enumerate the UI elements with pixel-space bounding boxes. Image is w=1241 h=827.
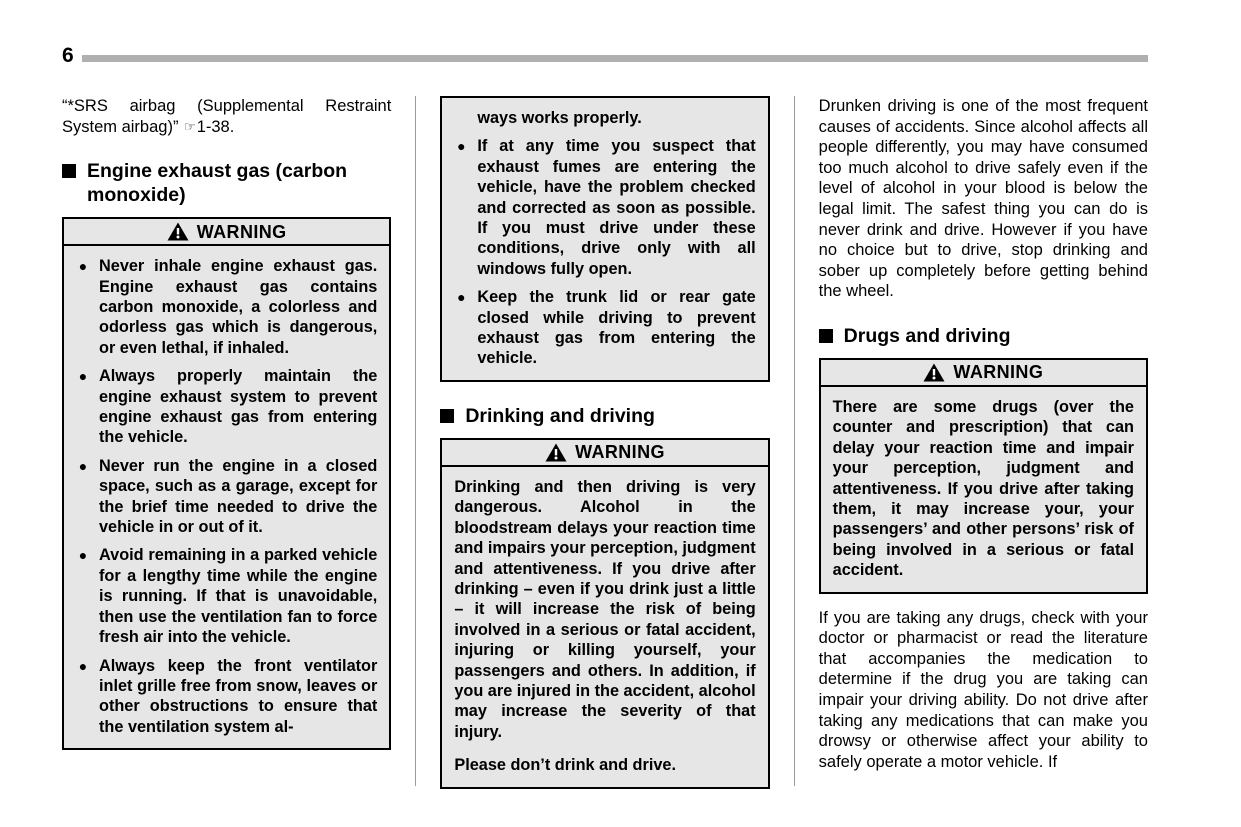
column-3 bbox=[819, 96, 1148, 772]
list-item-text: Always properly maintain the engine exhaust system to prevent engine exhaust gas from entering the vehicle. bbox=[99, 367, 378, 447]
list-item-text: Never run the engine in a closed space, such as a garage, except for the brief time needed to drive the vehicle in or out of it. bbox=[99, 456, 378, 537]
list-item-text: If at any time you suspect that exhaust fumes are entering the vehicle, have the problem checked and corrected as soon as possible. If you must drive under these conditions, drive only with all windows fully open. bbox=[477, 137, 756, 278]
square-bullet-icon bbox=[440, 409, 454, 423]
warning-body-exhaust-continued bbox=[440, 96, 769, 382]
warning-paragraph: Please don’t drink and drive. bbox=[454, 756, 676, 775]
heading-engine-exhaust-gas-label: Engine exhaust gas (carbon monoxide) bbox=[87, 160, 348, 207]
bullet-icon: ● bbox=[78, 368, 88, 385]
square-bullet-icon bbox=[819, 329, 833, 343]
column-divider-2 bbox=[794, 96, 795, 786]
square-bullet-icon bbox=[62, 164, 76, 178]
reference-hand-icon: ☞ bbox=[184, 118, 196, 134]
bullet-icon: ● bbox=[78, 457, 88, 474]
heading-drugs-and-driving bbox=[819, 324, 1148, 348]
bullet-icon: ● bbox=[457, 138, 466, 155]
list-item bbox=[454, 287, 755, 369]
warning-triangle-icon bbox=[923, 363, 945, 382]
list-item bbox=[454, 136, 755, 279]
list-item bbox=[76, 545, 377, 647]
list-item bbox=[76, 366, 377, 448]
warning-paragraph: There are some drugs (over the counter and prescription) that can delay your reaction time and impair your perception, judgment and attentiveness. If you drive after taking them, it may increase your, your passengers’ and other persons’ risk of being involved in a serious or fatal accident. bbox=[832, 397, 1134, 580]
warning-header-drinking bbox=[440, 438, 769, 467]
warning-body-drinking bbox=[440, 467, 769, 789]
heading-drinking-and-driving-label: Drinking and driving bbox=[465, 404, 655, 427]
heading-engine-exhaust-gas bbox=[62, 159, 391, 207]
column-2 bbox=[440, 96, 769, 789]
warning-body-drugs bbox=[819, 387, 1148, 594]
warning-triangle-icon bbox=[167, 222, 189, 241]
spacer bbox=[819, 594, 1148, 608]
list-item bbox=[76, 456, 377, 538]
warning-header-drugs bbox=[819, 358, 1148, 387]
heading-drinking-and-driving bbox=[440, 404, 769, 428]
warning-body-exhaust bbox=[62, 246, 391, 750]
list-item-text: Never inhale engine exhaust gas. Engine exhaust gas contains carbon monoxide, a colorless and odorless gas which is dangerous, or even lethal, if inhaled. bbox=[99, 257, 378, 357]
list-item-text: Always keep the front ventilator inlet grille free from snow, leaves or other obstructions to ensure that the ventilation system al- bbox=[99, 656, 378, 736]
warning-triangle-icon bbox=[545, 443, 567, 462]
srs-airbag-reference-page: 1-38. bbox=[196, 117, 235, 136]
column-divider-1 bbox=[415, 96, 416, 786]
heading-drugs-and-driving-label: Drugs and driving bbox=[843, 324, 1011, 347]
list-item bbox=[76, 656, 377, 738]
list-item bbox=[76, 256, 377, 358]
bullet-icon: ● bbox=[78, 258, 88, 275]
srs-airbag-reference-text: “*SRS airbag (Supplemental Restraint System airbag)” bbox=[62, 97, 392, 136]
warning-label-exhaust: WARNING bbox=[196, 221, 287, 242]
srs-airbag-reference-paragraph bbox=[62, 96, 391, 137]
warning-label-drinking: WARNING bbox=[575, 442, 665, 463]
header-rule bbox=[82, 55, 1148, 62]
warning-list-exhaust bbox=[76, 256, 377, 737]
page-columns bbox=[62, 96, 1148, 786]
column-1 bbox=[62, 96, 391, 750]
page-header bbox=[62, 40, 1148, 70]
warning-continuation-line: ways works properly. bbox=[477, 109, 642, 127]
page-number: 6 bbox=[62, 43, 74, 67]
warning-paragraph: Drinking and then driving is very dangerous. Alcohol in the bloodstream delays your reaction time and impairs your perception, judgment and attentiveness. If you drive after drinking – even if you drink just a little – it will increase the risk of being involved in a serious or fatal accident, injuring or killing yourself, your passengers and others. In addition, if you are injured in the accident, alcohol may increase the severity of that injury. bbox=[454, 477, 756, 741]
bullet-icon: ● bbox=[78, 657, 88, 674]
bullet-icon: ● bbox=[457, 289, 466, 306]
drugs-advice-paragraph: If you are taking any drugs, check with your doctor or pharmacist or read the literature that accompanies the medication to determine if the drug you are taking can impair your driving ability. Do not drive after taking any medications that can make you drowsy or otherwise affect your ability to safely operate a motor vehicle. If bbox=[818, 608, 1148, 771]
warning-list-exhaust-continued bbox=[454, 136, 755, 368]
warning-label-drugs: WARNING bbox=[953, 362, 1044, 383]
warning-header-exhaust bbox=[62, 217, 391, 246]
bullet-icon: ● bbox=[78, 547, 88, 564]
list-item-text: Keep the trunk lid or rear gate closed while driving to prevent exhaust gas from entering the vehicle. bbox=[477, 288, 756, 368]
drunken-driving-paragraph: Drunken driving is one of the most frequent causes of accidents. Since alcohol affects all people differently, you may have consumed too much alcohol to drive safely even if the level of alcohol in your blood is below the legal limit. The safest thing you can do is never drink and drive. However if you have no choice but to drive, stop drinking and sober up completely before getting behind the wheel. bbox=[818, 97, 1148, 301]
list-item-text: Avoid remaining in a parked vehicle for a lengthy time while the engine is running. If that is unavoidable, then use the ventilation fan to force fresh air into the vehicle. bbox=[99, 546, 378, 647]
